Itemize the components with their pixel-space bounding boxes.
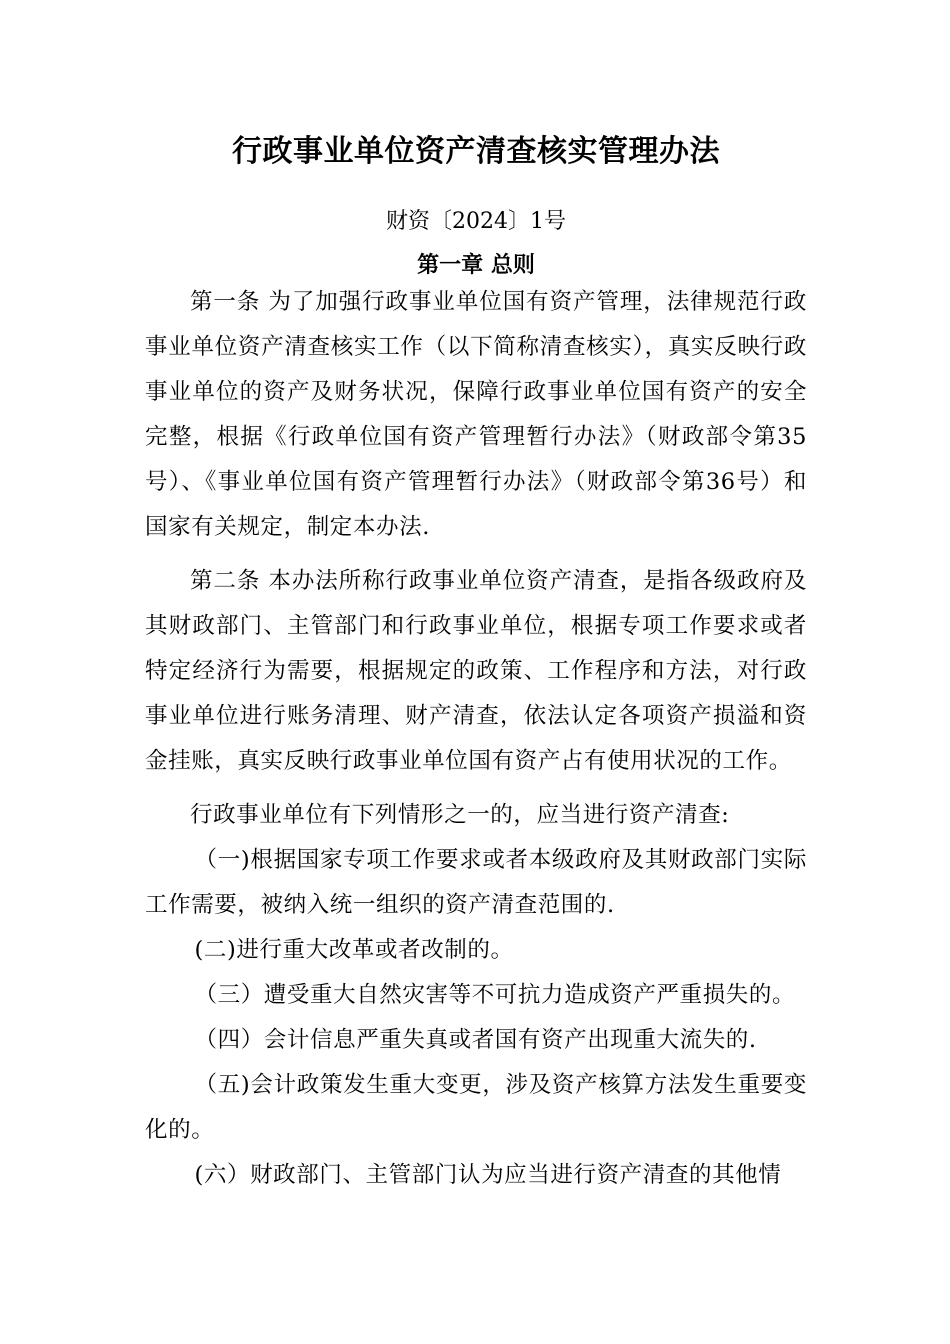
condition-item-5: （五)会计政策发生重大变更，涉及资产核算方法发生重要变化的。 <box>145 1072 807 1143</box>
condition-item-4: （四）会计信息严重失真或者国有资产出现重大流失的. <box>194 1027 757 1053</box>
article-1-paragraph: 第一条 为了加强行政事业单位国有资产管理，法律规范行政事业单位资产清查核实工作（以下简称清查核实），真实反映行政事业单位的资产及财务状况，保障行政事业单位国有资产的安全完整，根据《行政单位国有资产管理暂行办法》（财政部令第35号）、《事业单位国有资产管理暂行办法》（财政部令第36号）和国家有关规定，制定本办法. <box>145 289 807 540</box>
condition-item-3: （三）遭受重大自然灾害等不可抗力造成资产严重损失的。 <box>194 982 796 1008</box>
condition-item-1: （一)根据国家专项工作要求或者本级政府及其财政部门实际工作需要，被纳入统一组织的资产清查范围的. <box>145 847 807 918</box>
document-title: 行政事业单位资产清查核实管理办法 <box>232 134 720 169</box>
document-page <box>145 120 807 1198</box>
conditions-intro-paragraph: 行政事业单位有下列情形之一的，应当进行资产清查: <box>190 802 730 828</box>
article-2-paragraph: 第二条 本办法所称行政事业单位资产清查，是指各级政府及其财政部门、主管部门和行政事业单位，根据专项工作要求或者特定经济行为需要，根据规定的政策、工作程序和方法，对行政事业单位进行账务清理、财产清查，依法认定各项资产损溢和资金挂账，真实反映行政事业单位国有资产占有使用状况的工作。 <box>145 568 807 774</box>
condition-item-6: (六）财政部门、主管部门认为应当进行资产清查的其他情 <box>194 1162 782 1188</box>
document-number: 财资〔2024〕1号 <box>386 209 566 234</box>
chapter-heading: 第一章 总则 <box>417 252 535 278</box>
condition-item-2: (二)进行重大改革或者改制的。 <box>194 937 514 963</box>
